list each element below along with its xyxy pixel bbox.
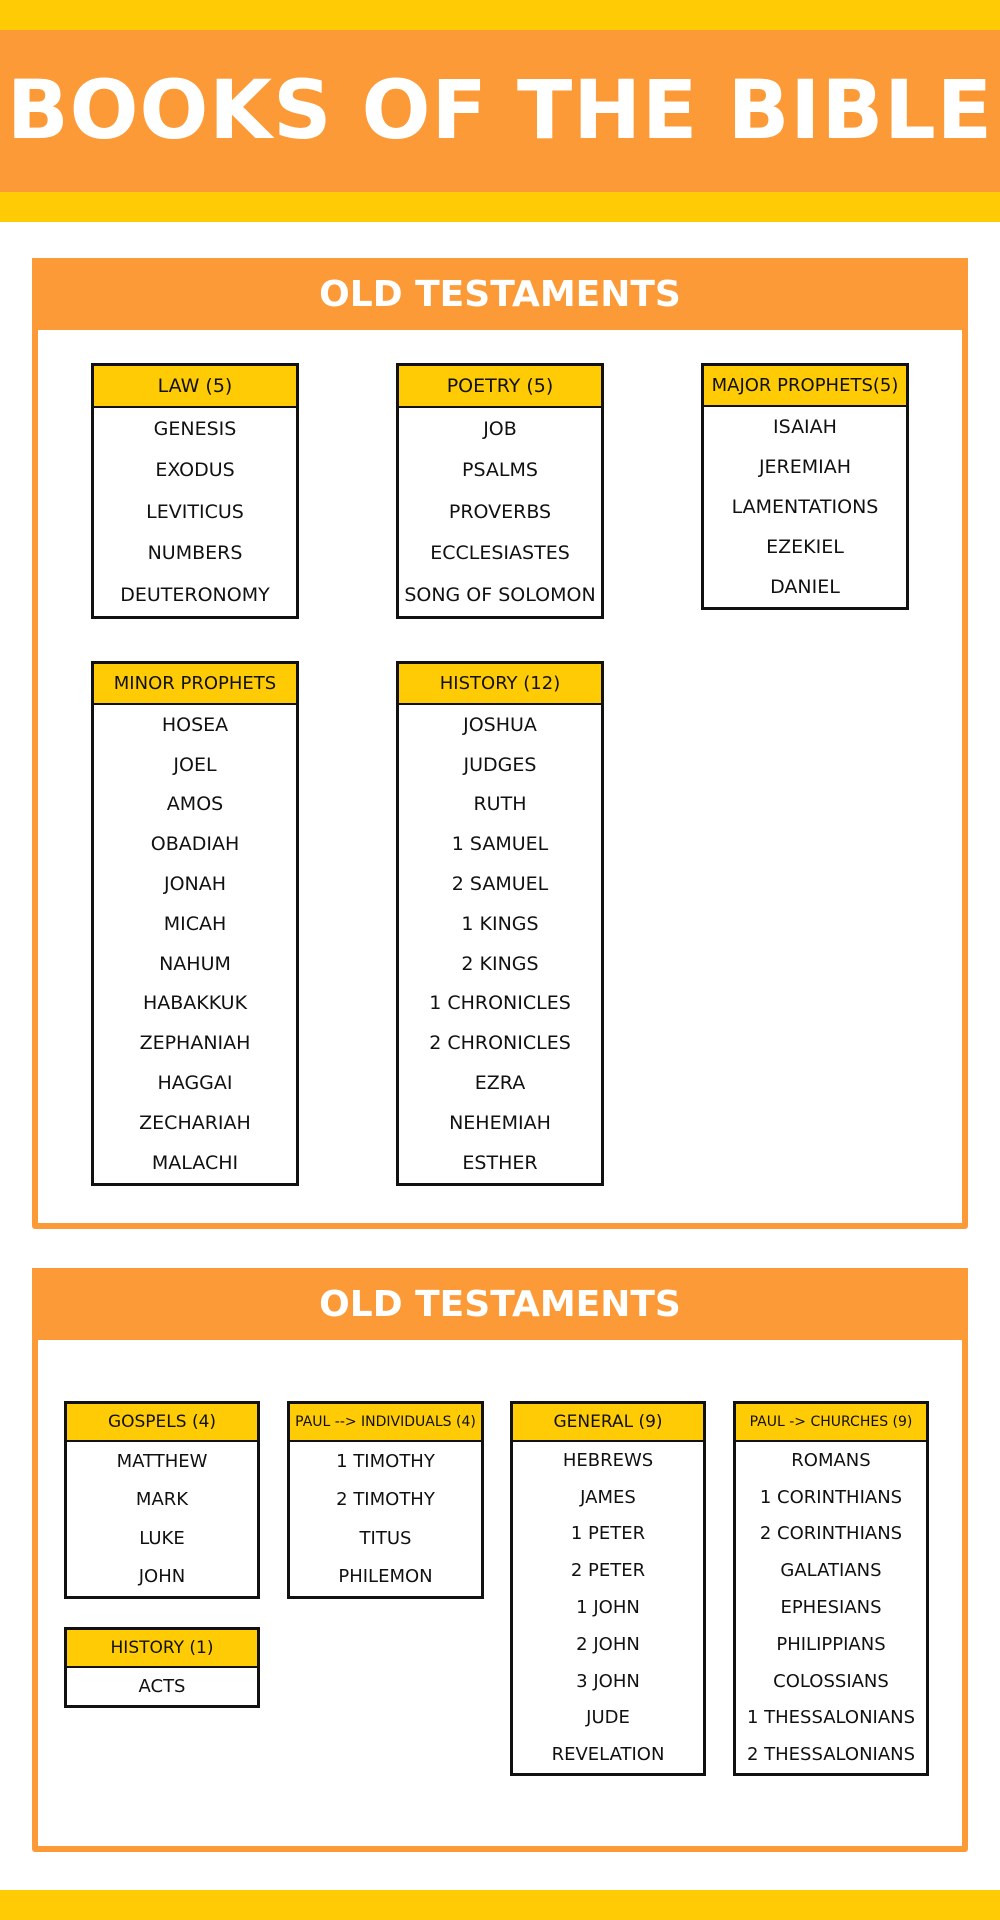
book-group	[287, 1401, 484, 1599]
book-name: MARK	[135, 1489, 189, 1511]
book-name: LUKE	[139, 1527, 185, 1549]
book-name: JEREMIAH	[758, 456, 852, 478]
book-name: JUDE	[586, 1707, 630, 1729]
book-group	[396, 661, 604, 1186]
book-name: 2 TIMOTHY	[336, 1489, 435, 1511]
book-name: EZEKIEL	[766, 536, 844, 558]
book-group	[701, 363, 909, 610]
book-name: GALATIANS	[780, 1560, 882, 1582]
book-group-title: PAUL --> INDIVIDUALS (4)	[290, 1404, 481, 1442]
book-name: JOHN	[138, 1566, 186, 1588]
book-name: 2 KINGS	[461, 952, 539, 975]
book-name: JUDGES	[463, 753, 537, 776]
book-name: 2 CORINTHIANS	[759, 1523, 903, 1545]
book-group	[64, 1401, 260, 1599]
book-name: 1 JOHN	[576, 1597, 640, 1619]
book-name: JOEL	[173, 753, 217, 776]
book-name: TITUS	[359, 1527, 412, 1549]
book-name: REVELATION	[551, 1744, 665, 1766]
book-name: MATTHEW	[116, 1450, 208, 1472]
section-title-2: OLD TESTAMENTS	[32, 1268, 968, 1340]
book-name: JONAH	[163, 873, 227, 896]
book-group	[64, 1627, 260, 1708]
book-name: 3 JOHN	[576, 1670, 640, 1692]
book-group-title: HISTORY (1)	[67, 1630, 257, 1668]
book-name: ROMANS	[791, 1449, 871, 1471]
book-name: MALACHI	[151, 1151, 239, 1174]
book-name: EXODUS	[155, 459, 235, 482]
book-group-title: LAW (5)	[94, 366, 296, 408]
book-group	[396, 363, 604, 619]
book-name: HABAKKUK	[142, 992, 248, 1015]
book-name: EZRA	[474, 1072, 526, 1095]
book-group	[91, 363, 299, 619]
book-name: 1 KINGS	[461, 912, 539, 935]
book-group-title: PAUL -> CHURCHES (9)	[736, 1404, 926, 1442]
book-name: GENESIS	[153, 417, 237, 440]
book-group-title: MINOR PROPHETS	[94, 664, 296, 705]
book-name: ECCLESIASTES	[430, 542, 570, 565]
book-name: PHILEMON	[338, 1566, 433, 1588]
book-name: ESTHER	[462, 1151, 538, 1174]
bottom-accent-bar	[0, 1890, 1000, 1920]
book-name: NAHUM	[159, 952, 231, 975]
book-name: 1 CHRONICLES	[429, 992, 571, 1015]
book-group-title: POETRY (5)	[399, 366, 601, 408]
book-name: 1 THESSALONIANS	[746, 1707, 916, 1729]
book-name: JOB	[483, 417, 517, 440]
book-name: JAMES	[580, 1486, 636, 1508]
book-name: 1 CORINTHIANS	[759, 1486, 903, 1508]
book-name: PROVERBS	[448, 500, 552, 523]
book-name: 1 TIMOTHY	[336, 1450, 435, 1472]
book-name: HOSEA	[161, 713, 229, 736]
book-name: 1 SAMUEL	[451, 833, 549, 856]
book-name: NEHEMIAH	[449, 1111, 551, 1134]
book-name: RUTH	[473, 793, 527, 816]
book-name: HEBREWS	[562, 1449, 654, 1471]
book-name: COLOSSIANS	[773, 1670, 889, 1692]
book-name: 2 PETER	[570, 1560, 646, 1582]
book-name: DANIEL	[770, 576, 840, 598]
book-name: LEVITICUS	[146, 500, 244, 523]
book-group-title: HISTORY (12)	[399, 664, 601, 705]
book-group	[91, 661, 299, 1186]
book-name: PHILIPPIANS	[776, 1633, 886, 1655]
book-name: 2 CHRONICLES	[429, 1032, 571, 1055]
book-name: ISAIAH	[773, 416, 837, 438]
book-name: AMOS	[166, 793, 224, 816]
book-name: PSALMS	[462, 459, 538, 482]
book-name: ACTS	[138, 1676, 186, 1697]
page-title: BOOKS OF THE BIBLE	[6, 63, 994, 158]
book-name: NUMBERS	[147, 542, 243, 565]
book-name: MICAH	[163, 912, 227, 935]
book-name: 2 SAMUEL	[451, 873, 549, 896]
book-name: SONG OF SOLOMON	[404, 583, 596, 606]
book-group-title: MAJOR PROPHETS(5)	[704, 366, 906, 407]
book-name: EPHESIANS	[780, 1597, 882, 1619]
book-name: ZECHARIAH	[139, 1111, 251, 1134]
book-group-title: GOSPELS (4)	[67, 1404, 257, 1442]
book-name: JOSHUA	[463, 713, 537, 736]
book-name: OBADIAH	[150, 833, 240, 856]
book-name: HAGGAI	[157, 1072, 233, 1095]
title-banner	[0, 30, 1000, 192]
book-name: 2 THESSALONIANS	[746, 1744, 916, 1766]
book-name: 1 PETER	[570, 1523, 646, 1545]
book-name: 2 JOHN	[576, 1633, 640, 1655]
book-group	[510, 1401, 706, 1776]
book-name: DEUTERONOMY	[120, 583, 270, 606]
section-title-1: OLD TESTAMENTS	[32, 258, 968, 330]
book-name: ZEPHANIAH	[139, 1032, 251, 1055]
book-name: LAMENTATIONS	[731, 496, 879, 518]
book-group-title: GENERAL (9)	[513, 1404, 703, 1442]
book-group	[733, 1401, 929, 1776]
